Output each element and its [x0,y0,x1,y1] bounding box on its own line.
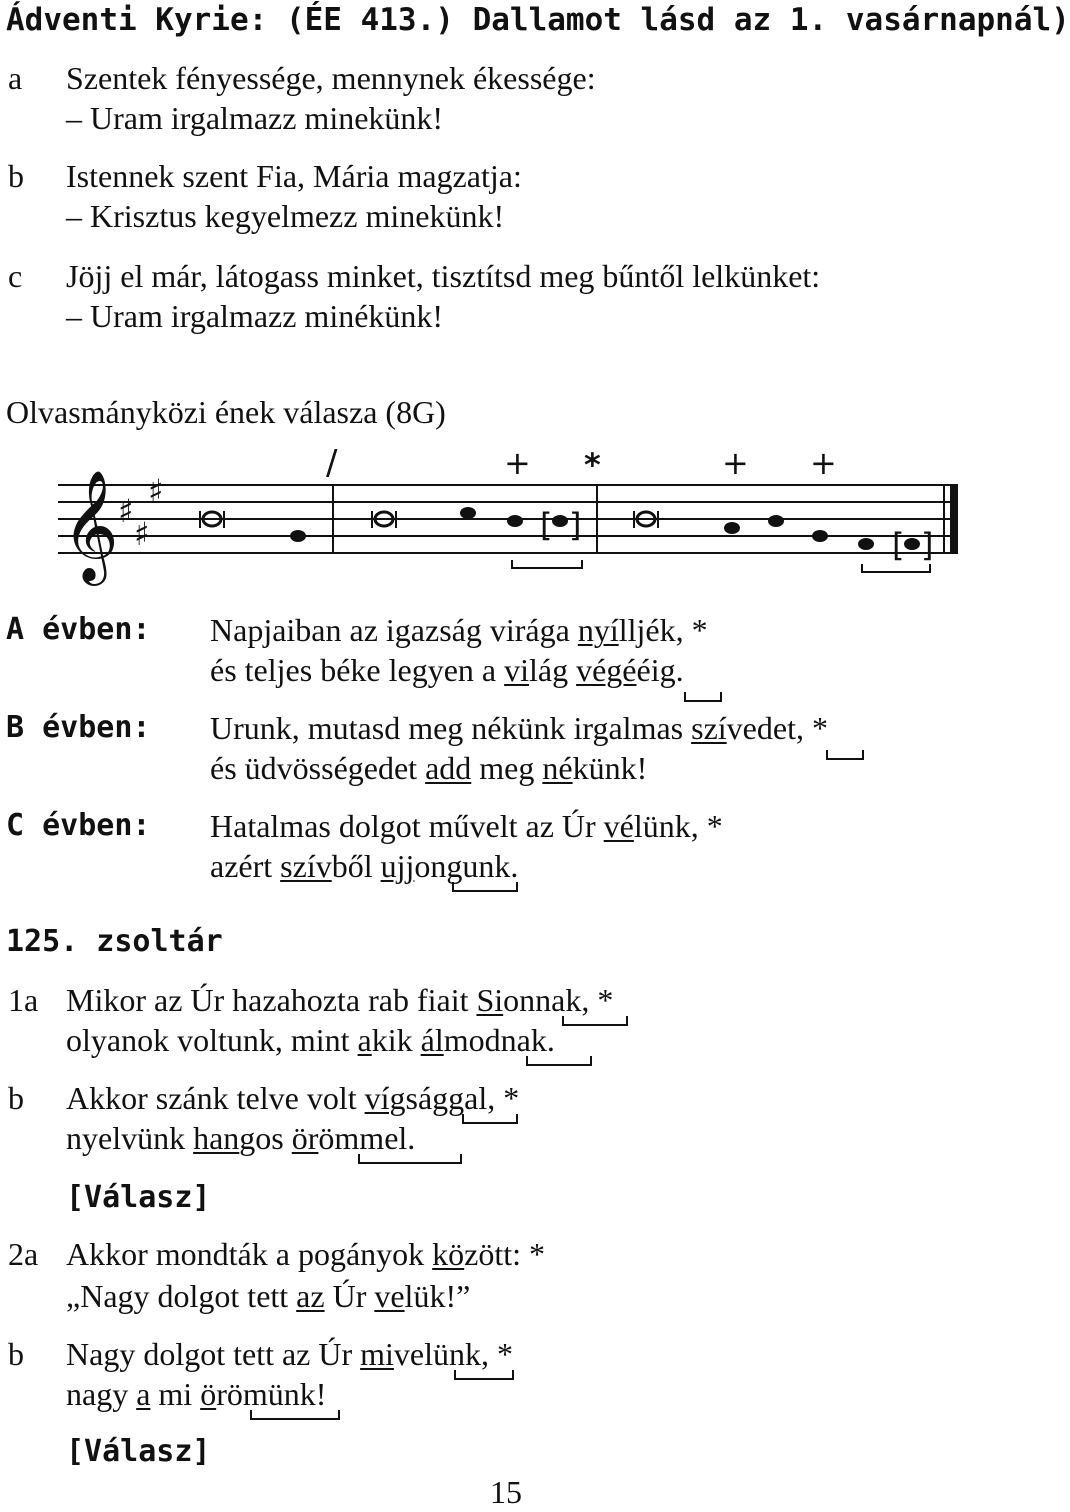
verse-1b-mark: b [8,1080,24,1116]
year-a-line2: és teljes béke legyen a világ végééig. [210,652,684,688]
year-b-line2: és üdvösségedet add meg nékünk! [210,750,648,786]
note [768,515,784,527]
notation-bracket-open: [ [892,526,905,564]
notation-plus: + [810,444,837,482]
music-staff [0,440,960,580]
year-c-line1: Hatalmas dolgot művelt az Úr vélünk, * [210,808,723,844]
verse-1a-mark: 1a [8,982,39,1018]
notation-plus: + [504,444,531,482]
verse-2b-line2: nagy a mi örömünk! [66,1376,327,1412]
kyrie-b-line2: – Krisztus kegyelmezz minekünk! [66,198,505,234]
kyrie-c-line1: Jöjj el már, látogass minket, tisztítsd meg bűntől lelkünket: [66,258,821,294]
note [507,515,523,527]
melisma-bracket [454,1370,514,1380]
melisma-bracket [452,882,518,892]
verse-1b-line1: Akkor szánk telve volt vígsággal, * [66,1080,520,1116]
verse-2a-line2: „Nagy dolgot tett az Úr velük!” [66,1278,471,1314]
note [904,538,920,550]
kyrie-c-line2: – Uram irgalmazz minékünk! [66,298,444,334]
final-bar-thick [950,485,958,553]
year-c-line2: azért szívből ujjongunk. [210,848,519,884]
verse-1a-line2: olyanok voltunk, mint akik álmodnak. [66,1022,555,1058]
kyrie-mark-a: a [8,60,23,96]
melisma-bracket [562,1016,628,1026]
verse-2a-line1: Akkor mondták a pogányok között: * [66,1236,546,1272]
page-number: 15 [490,1474,522,1510]
notation-plus: + [722,444,749,482]
melisma-bracket [250,1410,340,1420]
melisma-bracket [526,1056,592,1066]
sharp-icon: ♯ [134,515,150,553]
sharp-icon: ♯ [148,472,164,510]
note [724,522,740,534]
year-b-label: B évben: [6,710,151,745]
year-a-line1: Napjaiban az igazság virága nyílljék, * [210,612,708,648]
kyrie-mark-c: c [8,258,23,294]
melisma-bracket [684,692,722,702]
verse-1a-line1: Mikor az Úr hazahozta rab fiait Sionnak, * [66,982,614,1018]
note [858,538,874,550]
kyrie-mark-b: b [8,158,24,194]
year-c-label: C évben: [6,808,151,843]
treble-clef-icon: 𝄞 [62,469,119,581]
note [290,530,306,542]
melisma-bracket [512,560,930,572]
notation-bracket-open: [ [540,506,553,544]
notation-bracket-close: ] [921,526,934,564]
response-marker-2: [Válasz] [66,1434,211,1469]
note [552,515,568,527]
melisma-bracket [826,750,864,760]
verse-2b-mark: b [8,1336,24,1372]
verse-1b-line2: nyelvünk hangos örömmel. [66,1120,416,1156]
kyrie-a-line1: Szentek fényessége, mennynek ékessége: [66,60,596,96]
melisma-bracket [462,1114,518,1124]
kyrie-b-line1: Istennek szent Fia, Mária magzatja: [66,158,522,194]
notation-slash: / [326,443,338,483]
sharp-icon: ♯ [118,492,134,530]
notation-bracket-close: ] [569,506,582,544]
kyrie-title: Ádventi Kyrie: (ÉE 413.) Dallamot lásd az 1. vasárnapnál) [6,2,1070,38]
psalm-title: 125. zsoltár [6,924,223,959]
verse-2a-mark: 2a [8,1236,39,1272]
melisma-bracket [358,1154,462,1164]
note [460,507,476,519]
response-title: Olvasmányközi ének válasza (8G) [6,394,446,430]
note [812,530,828,542]
notation-asterisk: * [584,446,601,484]
year-b-line1: Urunk, mutasd meg nékünk irgalmas szívedet, * [210,710,828,746]
verse-2b-line1: Nagy dolgot tett az Úr mivelünk, * [66,1336,514,1372]
year-a-label: A évben: [6,612,151,647]
kyrie-a-line2: – Uram irgalmazz minekünk! [66,100,444,136]
response-marker-1: [Válasz] [66,1180,211,1215]
